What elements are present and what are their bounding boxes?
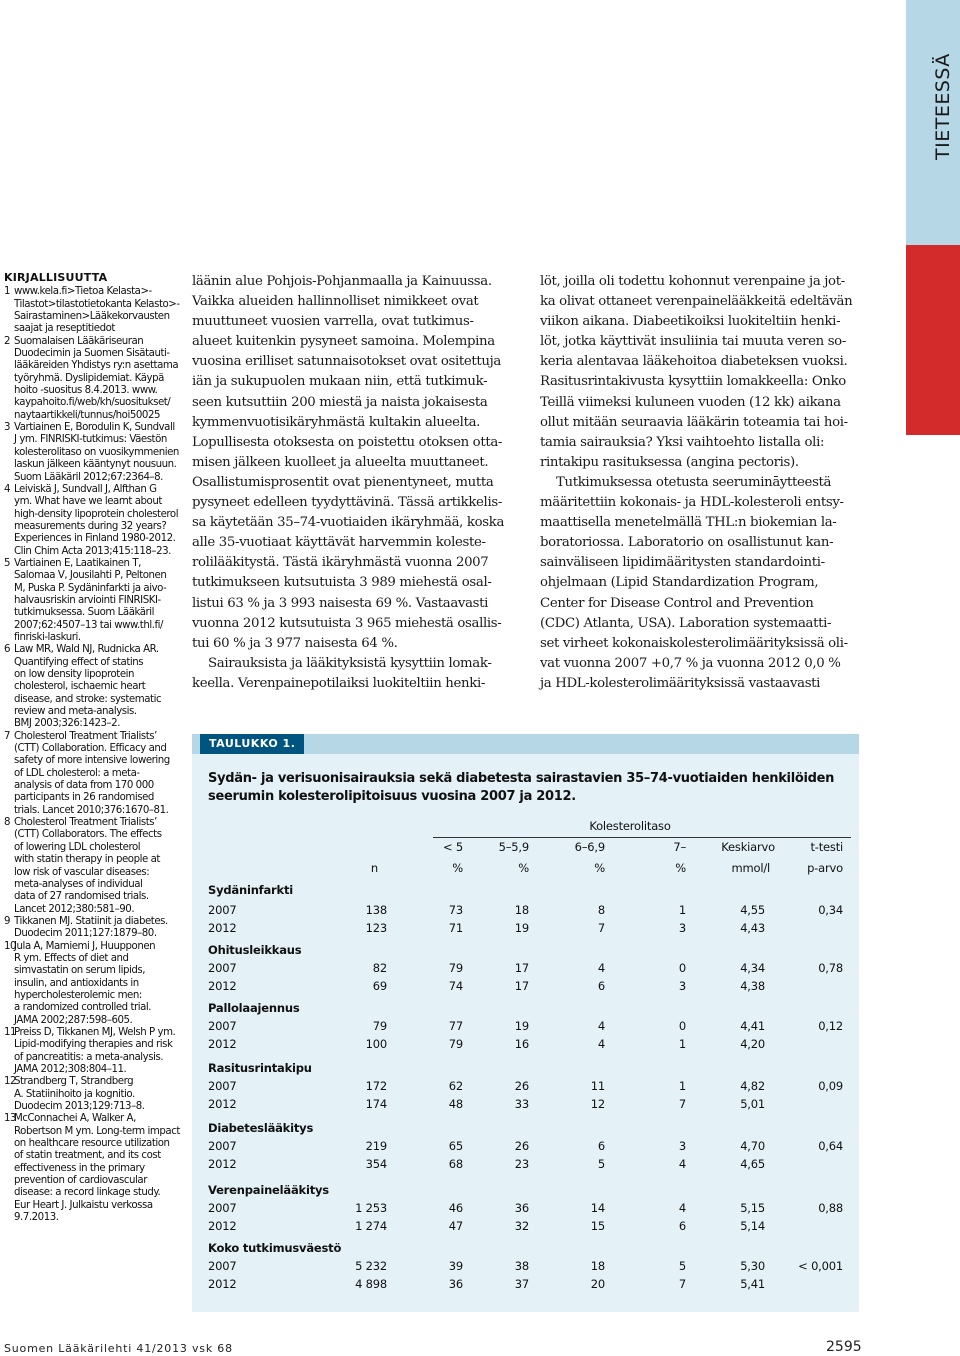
reference-number: 12 [4, 1076, 17, 1088]
body-column-middle [192, 272, 526, 694]
table-cell-mean: 4,41 [740, 1019, 765, 1033]
table-cell-p: 0,09 [818, 1079, 843, 1093]
reference-item [4, 484, 186, 558]
table-cell-year: 2012 [208, 1037, 237, 1051]
table-label: TAULUKKO 1. [200, 734, 304, 754]
table-cell-pct: 65 [448, 1139, 463, 1153]
reference-list [4, 286, 186, 1224]
table-cell-mean: 4,20 [740, 1037, 765, 1051]
table-cell-pct: 8 [597, 903, 605, 917]
table-cell-pct: 0 [678, 1019, 686, 1033]
reference-text: www.kela.fi>Tietoa Kelasta>- Tilastot>tilastotietokanta Kelasto>- Sairastaminen>Lääkekorvausten saajat ja reseptitiedot [14, 286, 180, 335]
table-cell-pct: 46 [448, 1201, 463, 1215]
reference-number: 11 [4, 1026, 17, 1038]
table-cell-year: 2007 [208, 1139, 237, 1153]
table-cell-n: 100 [365, 1037, 387, 1051]
column-header: % [594, 861, 605, 875]
table-group-label: Rasitusrintakipu [208, 1061, 312, 1075]
references-column [4, 272, 186, 1224]
table-cell-pct: 77 [448, 1019, 463, 1033]
table-cell-year: 2012 [208, 1219, 237, 1233]
table-cell-mean: 5,30 [740, 1259, 765, 1273]
reference-number: 9 [4, 915, 11, 927]
table-cell-pct: 1 [678, 1037, 686, 1051]
table-cell-pct: 48 [448, 1097, 463, 1111]
table-cell-pct: 1 [678, 903, 686, 917]
table-cell-n: 1 274 [355, 1219, 387, 1233]
table-cell-pct: 4 [597, 961, 605, 975]
reference-number: 2 [4, 335, 11, 347]
table-cell-pct: 18 [590, 1259, 605, 1273]
table-cell-pct: 79 [448, 1037, 463, 1051]
reference-text: Suomalaisen Lääkäriseuran Duodecimin ja Suomen Sisätauti- lääkäreiden Yhdistys ry:n asettama työryhmä. Dyslipidemiat. Käypä hoito -suositus 8.4.2013. www. kaypahoito.fi/web/kh/suositukset/ naytaartikkeli/tunnus/hoi50025 [14, 335, 179, 421]
reference-text: Leiviskä J, Sundvall J, Alfthan G ym. What have we learnt about high-density lipoprotein cholesterol measurements during 32 years? Experiences in Finland 1980-2012. Clin Chim Acta 2013;415:118–23. [14, 483, 179, 557]
table-cell-p: 0,78 [818, 961, 843, 975]
table-cell-year: 2007 [208, 1201, 237, 1215]
table-group-label: Pallolaajennus [208, 1001, 300, 1015]
table-cell-n: 172 [365, 1079, 387, 1093]
column-header: p-arvo [807, 861, 843, 875]
table-group-label: Ohitusleikkaus [208, 943, 302, 957]
column-header: < 5 [442, 840, 463, 854]
body-column-right [540, 272, 870, 694]
table-cell-p: 0,34 [818, 903, 843, 917]
section-tab-accent [906, 245, 960, 435]
column-header: n [370, 861, 378, 875]
table-cell-pct: 3 [678, 921, 686, 935]
body-paragraph: löt, joilla oli todettu kohonnut verenpaine ja jot- ka olivat ottaneet verenpainelääkkeitä edeltävän viikon aikana. Diabeetikoiksi luokiteltiin henki- löt, jotka käyttivät insuliinia tai muuta veren so- keria alentavaa lääkehoitoa diabeteksen vuoksi. Rasitusrintakivusta kysyttiin lomakkeella: Onko Teillä viimeksi kuluneen vuoden (12 kk) aikana ollut mitään seuraavia lääkärin toteamia tai hoi- tamia sairauksia? Yksi vaihtoehto listalla oli: rintakipu rasituksessa (angina pectoris). [540, 274, 853, 470]
table-cell-pct: 36 [514, 1201, 529, 1215]
table-cell-mean: 5,41 [740, 1277, 765, 1291]
table-cell-pct: 0 [678, 961, 686, 975]
column-group-rule [433, 837, 851, 838]
reference-text: Tikkanen MJ. Statiinit ja diabetes. Duodecim 2011;127:1879–80. [14, 915, 168, 940]
table-cell-n: 82 [372, 961, 387, 975]
table-cell-year: 2012 [208, 979, 237, 993]
table-cell-pct: 4 [597, 1037, 605, 1051]
table-cell-pct: 20 [590, 1277, 605, 1291]
reference-text: Jula A, Marniemi J, Huupponen R ym. Effects of diet and simvastatin on serum lipids, insulin, and antioxidants in hypercholesterolemic men: a randomized controlled trial. JAMA 2002;287:598–605. [14, 940, 156, 1026]
column-header: % [675, 861, 686, 875]
table-cell-pct: 4 [678, 1157, 686, 1171]
table-cell-n: 138 [365, 903, 387, 917]
table-cell-pct: 6 [597, 1139, 605, 1153]
table-cell-pct: 7 [678, 1277, 686, 1291]
reference-text: Strandberg T, Strandberg A. Statiinihoito ja kognitio. Duodecim 2013;129:713–8. [14, 1076, 145, 1113]
column-header: 5–5,9 [498, 840, 529, 854]
reference-text: Vartiainen E, Borodulin K, Sundvall J ym. FINRISKI-tutkimus: Väestön kolesterolitaso on vuosikymmenien laskun jälkeen kääntynyt nousuun. Suom Lääkäril 2012;67:2364–8. [14, 422, 179, 483]
table-cell-pct: 19 [514, 921, 529, 935]
table-cell-year: 2007 [208, 1019, 237, 1033]
table-cell-pct: 6 [597, 979, 605, 993]
table-cell-year: 2007 [208, 961, 237, 975]
reference-item [4, 1113, 186, 1224]
reference-number: 10 [4, 940, 17, 952]
table-cell-pct: 7 [597, 921, 605, 935]
reference-item [4, 1076, 186, 1113]
reference-item [4, 422, 186, 484]
table-cell-mean: 4,65 [740, 1157, 765, 1171]
table-cell-pct: 16 [514, 1037, 529, 1051]
table-cell-mean: 5,15 [740, 1201, 765, 1215]
reference-number: 5 [4, 557, 11, 569]
table-cell-n: 1 253 [355, 1201, 387, 1215]
table-title: Sydän- ja verisuonisairauksia sekä diabetesta sairastavien 35–74-vuotiaiden henkilöiden seerumin kolesterolipitoisuus vuosina 2007 ja 2012. [208, 771, 835, 804]
table-cell-mean: 4,82 [740, 1079, 765, 1093]
reference-number: 1 [4, 286, 11, 298]
reference-text: McConnachei A, Walker A, Robertson M ym. Long-term impact on healthcare resource utilization of statin treatment, and its cost effectiveness in the primary prevention of cardiovascular disease: a record linkage study. Eur Heart J. Julkaistu verkossa 9.7.2013. [14, 1113, 180, 1224]
reference-item [4, 916, 186, 941]
table-cell-n: 123 [365, 921, 387, 935]
table-cell-pct: 3 [678, 1139, 686, 1153]
table-cell-pct: 36 [448, 1277, 463, 1291]
table-cell-pct: 17 [514, 979, 529, 993]
reference-text: Cholesterol Treatment Trialists’ (CTT) Collaborators. The effects of lowering LDL cholesterol with statin therapy in people at low risk of vascular diseases: meta-analyses of individual data of 27 randomised trials. Lancet 2012;380:581–90. [14, 817, 162, 915]
column-header: % [518, 861, 529, 875]
reference-number: 8 [4, 817, 11, 829]
table-cell-pct: 19 [514, 1019, 529, 1033]
reference-number: 3 [4, 422, 11, 434]
reference-text: Cholesterol Treatment Trialists’ (CTT) Collaboration. Efficacy and safety of more intensive lowering of LDL cholesterol: a meta- analysis of data from 170 000 participants in 26 randomised trials. Lancet 2010;376:1670–81. [14, 730, 170, 816]
table-cell-pct: 37 [514, 1277, 529, 1291]
table-cell-year: 2012 [208, 1277, 237, 1291]
reference-item [4, 644, 186, 730]
reference-number: 6 [4, 644, 11, 656]
body-paragraph: läänin alue Pohjois-Pohjanmaalla ja Kainuussa. Vaikka alueiden hallinnolliset nimikkeet ovat muuttuneet vuosien varrella, ovat tutkimus- alueet kuitenkin pysyneet samoina. Molempina vuosina erilliset satunnaisotokset ovat ositettuja iän ja sukupuolen mukaan niin, että tutkimuk- seen kutsuttiin 200 miestä ja naista jokaisesta kymmenvuotisikäryhmästä kultakin alueelta. Lopullisesta otoksesta on poistettu otoksen otta- misen jälkeen kuolleet ja alueelta muuttaneet. Osallistumisprosentit ovat pienentyneet, mutta pysyneet edelleen tyydyttävinä. Tässä artikkelis- sa käytetään 35–74-vuotiaiden ikäryhmää, koska alle 35-vuotiaat käyttävät harvemmin koleste- rolilääkitystä. Tästä ikäryhmästä vuonna 2007 tutkimukseen kutsutuista 3 989 miehestä osal- listui 63 % ja 3 993 naisesta 69 %. Vastaavasti vuonna 2012 kutsutuista 3 965 miehestä osallis- tui 60 % ja 3 977 naisesta 64 %. [192, 274, 505, 651]
table-cell-pct: 15 [590, 1219, 605, 1233]
table-cell-pct: 26 [514, 1139, 529, 1153]
table-cell-year: 2007 [208, 903, 237, 917]
table-cell-p: 0,64 [818, 1139, 843, 1153]
table-cell-n: 354 [365, 1157, 387, 1171]
table-cell-pct: 74 [448, 979, 463, 993]
table-cell-pct: 73 [448, 903, 463, 917]
table-cell-pct: 38 [514, 1259, 529, 1273]
table-cell-pct: 7 [678, 1097, 686, 1111]
table-cell-pct: 12 [590, 1097, 605, 1111]
table-cell-pct: 6 [678, 1219, 686, 1233]
page-number: 2595 [826, 1339, 862, 1355]
table-cell-mean: 4,43 [740, 921, 765, 935]
table-cell-n: 174 [365, 1097, 387, 1111]
table-cell-pct: 18 [514, 903, 529, 917]
reference-text: Vartiainen E, Laatikainen T, Salomaa V, Jousilahti P, Peltonen M, Puska P. Sydäninfarkti ja aivo- halvausriskin arviointi FINRISKI- tutkimuksessa. Suom Lääkäril 2007;62:4507–13 tai www.thl.fi/ finriski-laskuri. [14, 557, 167, 643]
table-cell-pct: 23 [514, 1157, 529, 1171]
reference-item [4, 731, 186, 817]
table-cell-pct: 17 [514, 961, 529, 975]
body-paragraph: Sairauksista ja lääkityksistä kysyttiin lomak- keella. Verenpainepotilaiksi luokiteltiin henki- [192, 655, 492, 691]
table-cell-pct: 1 [678, 1079, 686, 1093]
reference-number: 7 [4, 730, 11, 742]
table-cell-n: 79 [372, 1019, 387, 1033]
reference-item [4, 941, 186, 1027]
section-tab-label: TIETEESSÄ [932, 53, 954, 160]
table-cell-pct: 71 [448, 921, 463, 935]
table-cell-year: 2012 [208, 1157, 237, 1171]
table-cell-year: 2012 [208, 1097, 237, 1111]
table-group-label: Diabeteslääkitys [208, 1121, 314, 1135]
reference-text: Law MR, Wald NJ, Rudnicka AR. Quantifying effect of statins on low density lipoprotein cholesterol, ischaemic heart disease, and stroke: systematic review and meta-analysis. BMJ 2003;326:1423–2. [14, 644, 162, 730]
table-group-label: Koko tutkimusväestö [208, 1241, 342, 1255]
table-cell-mean: 4,55 [740, 903, 765, 917]
reference-text: Preiss D, Tikkanen MJ, Welsh P ym. Lipid-modifying therapies and risk of pancreatitis: a meta-analysis. JAMA 2012;308:804–11. [14, 1026, 176, 1075]
table-cell-pct: 4 [678, 1201, 686, 1215]
table-cell-p: 0,88 [818, 1201, 843, 1215]
reference-item [4, 1027, 186, 1076]
table-cell-pct: 62 [448, 1079, 463, 1093]
reference-item [4, 286, 186, 335]
table-cell-year: 2012 [208, 921, 237, 935]
table-cell-pct: 79 [448, 961, 463, 975]
table-cell-pct: 11 [590, 1079, 605, 1093]
table-cell-n: 69 [372, 979, 387, 993]
table-cell-pct: 32 [514, 1219, 529, 1233]
table-group-label: Sydäninfarkti [208, 883, 294, 897]
column-header: 7– [673, 840, 686, 854]
column-header: t-testi [810, 840, 843, 854]
table-cell-pct: 39 [448, 1259, 463, 1273]
table-cell-mean: 4,70 [740, 1139, 765, 1153]
journal-footer: Suomen Lääkärilehti 41/2013 vsk 68 [4, 1342, 233, 1355]
column-header: % [452, 861, 463, 875]
table-cell-pct: 4 [597, 1019, 605, 1033]
table-cell-pct: 14 [590, 1201, 605, 1215]
table-cell-pct: 26 [514, 1079, 529, 1093]
reference-number: 13 [4, 1113, 17, 1125]
references-heading: KIRJALLISUUTTA [4, 271, 108, 284]
table-cell-n: 219 [365, 1139, 387, 1153]
reference-number: 4 [4, 483, 11, 495]
table-cell-n: 5 232 [355, 1259, 387, 1273]
table-cell-pct: 33 [514, 1097, 529, 1111]
table-cell-p: 0,12 [818, 1019, 843, 1033]
table-cell-n: 4 898 [355, 1277, 387, 1291]
section-tab-marker [915, 250, 930, 265]
column-header: Keskiarvo [721, 840, 775, 854]
table-cell-pct: 47 [448, 1219, 463, 1233]
table-cell-pct: 68 [448, 1157, 463, 1171]
table-cell-mean: 5,14 [740, 1219, 765, 1233]
reference-item [4, 558, 186, 644]
table-cell-year: 2007 [208, 1259, 237, 1273]
table-group-label: Verenpainelääkitys [208, 1183, 329, 1197]
table-cell-mean: 5,01 [740, 1097, 765, 1111]
table-cell-year: 2007 [208, 1079, 237, 1093]
table-cell-pct: 5 [597, 1157, 605, 1171]
body-paragraph: Tutkimuksessa otetusta seerumināytteestä määritettiin kokonais- ja HDL-kolesteroli entsy- maattisella menetelmällä THL:n biokemian la- boratoriossa. Laboratorio on osallistunut kan- sainväliseen lipidimääritysten standardointi- ohjelmaan (Lipid Standardization Program, Center for Disease Control and Prevention (CDC) Atlanta, USA). Laboration systemaatti- set virheet kokonaiskolesterolimäärityksissä oli- vat vuonna 2007 +0,7 % ja vuonna 2012 0,0 % ja HDL-kolesterolimäärityksissä vastaavasti [540, 474, 848, 691]
reference-item [4, 336, 186, 422]
column-header: mmol/l [731, 861, 770, 875]
table-cell-pct: 3 [678, 979, 686, 993]
table-cell-p: < 0,001 [798, 1259, 843, 1273]
table-cell-pct: 5 [678, 1259, 686, 1273]
column-group-header: Kolesterolitaso [589, 819, 671, 833]
reference-item [4, 817, 186, 916]
table-cell-mean: 4,34 [740, 961, 765, 975]
table-cell-mean: 4,38 [740, 979, 765, 993]
column-header: 6–6,9 [574, 840, 605, 854]
